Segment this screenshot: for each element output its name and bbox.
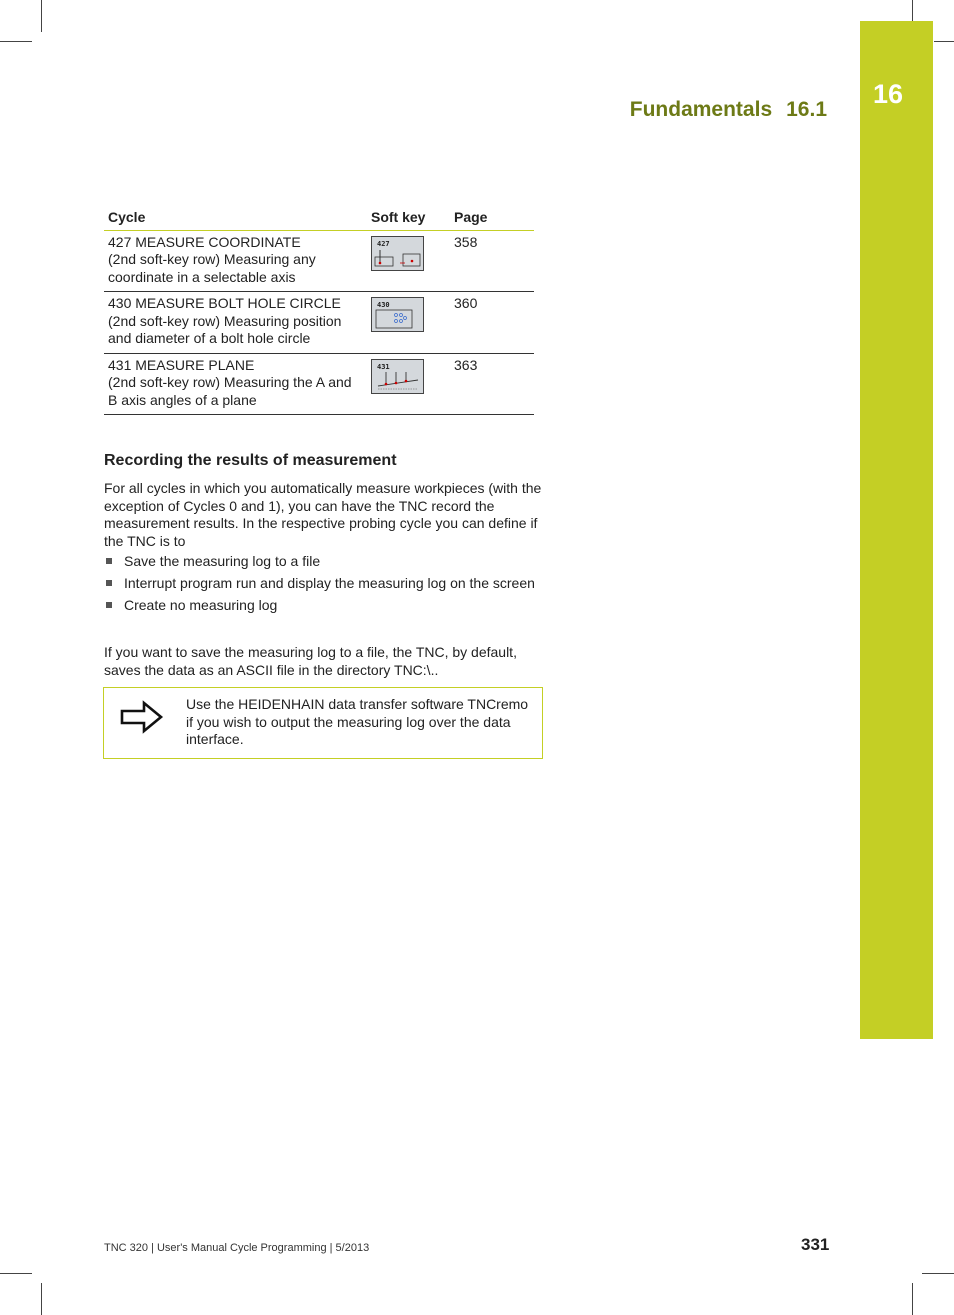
running-header — [630, 98, 827, 122]
list-item — [104, 553, 544, 571]
page-cell: 363 — [450, 353, 534, 415]
cycle-description: (2nd soft-key row) Measuring any coordinate in a selectable axis — [108, 251, 316, 285]
page-cell: 358 — [450, 230, 534, 292]
list-item-text: Interrupt program run and display the measuring log on the screen — [124, 575, 535, 591]
softkey-cell — [367, 230, 450, 292]
note-text: Use the HEIDENHAIN data transfer software TNCremo if you wish to output the measuring log over the data interface. — [186, 696, 529, 747]
cycle-title: 430 MEASURE BOLT HOLE CIRCLE — [108, 295, 341, 311]
header-title: Fundamentals — [629, 98, 773, 121]
softkey-label: 431 — [377, 362, 390, 371]
chapter-tab — [860, 21, 933, 1039]
bullet-icon — [106, 558, 112, 564]
cycle-cell — [104, 353, 367, 415]
softkey-cell — [367, 292, 450, 354]
column-header-softkey: Soft key — [367, 205, 450, 230]
column-header-cycle: Cycle — [104, 205, 367, 230]
crop-mark — [0, 41, 32, 42]
crop-mark — [41, 1283, 42, 1315]
cycle-table — [104, 205, 534, 415]
softkey-431-icon[interactable] — [371, 359, 424, 394]
section-heading: Recording the results of measurement — [104, 452, 397, 469]
table-row — [104, 230, 534, 292]
softkey-427-icon[interactable] — [371, 236, 424, 271]
crop-mark — [934, 41, 954, 42]
bullet-icon — [106, 580, 112, 586]
chapter-number: 16 — [872, 79, 904, 109]
list-item — [104, 575, 544, 593]
list-item — [104, 597, 544, 615]
softkey-430-icon[interactable] — [371, 297, 424, 332]
arrow-right-icon — [120, 700, 164, 739]
bullet-icon — [106, 602, 112, 608]
cycle-title: 427 MEASURE COORDINATE — [108, 233, 301, 250]
table-header-row — [104, 205, 534, 230]
cycle-description: (2nd soft-key row) Measuring position and diameter of a bolt hole circle — [108, 312, 342, 346]
crop-mark — [922, 1273, 954, 1274]
crop-mark — [0, 1273, 32, 1274]
table-row — [104, 353, 534, 415]
cycle-cell — [104, 230, 367, 292]
page-cell: 360 — [450, 292, 534, 354]
cycle-description: (2nd soft-key row) Measuring the A and B axis angles of a plane — [108, 374, 352, 408]
column-header-page: Page — [450, 205, 534, 230]
crop-mark — [912, 0, 913, 22]
softkey-cell — [367, 353, 450, 415]
footer-text: TNC 320 | User's Manual Cycle Programming | 5/2013 — [104, 1242, 370, 1254]
note-box — [103, 687, 543, 759]
softkey-label: 430 — [377, 301, 390, 309]
softkey-label: 427 — [377, 239, 390, 248]
bullet-list — [104, 553, 544, 619]
page-number: 331 — [801, 1235, 830, 1254]
list-item-text: Create no measuring log — [124, 597, 278, 613]
header-section: 16.1 — [786, 98, 827, 121]
intro-paragraph: For all cycles in which you automatically measure workpieces (with the exception of Cycles 0 and 1), you can have the TNC record the measurement results. In the respective probing cycle you can define if the TNC is to — [104, 480, 542, 549]
ascii-paragraph: If you want to save the measuring log to a file, the TNC, by default, saves the data as an ASCII file in the directory TNC:\.. — [104, 644, 517, 678]
cycle-title: 431 MEASURE PLANE — [108, 356, 255, 373]
list-item-text: Save the measuring log to a file — [124, 553, 321, 569]
crop-mark — [41, 0, 42, 32]
cycle-cell — [104, 292, 367, 354]
crop-mark — [912, 1283, 913, 1315]
table-row — [104, 292, 534, 354]
